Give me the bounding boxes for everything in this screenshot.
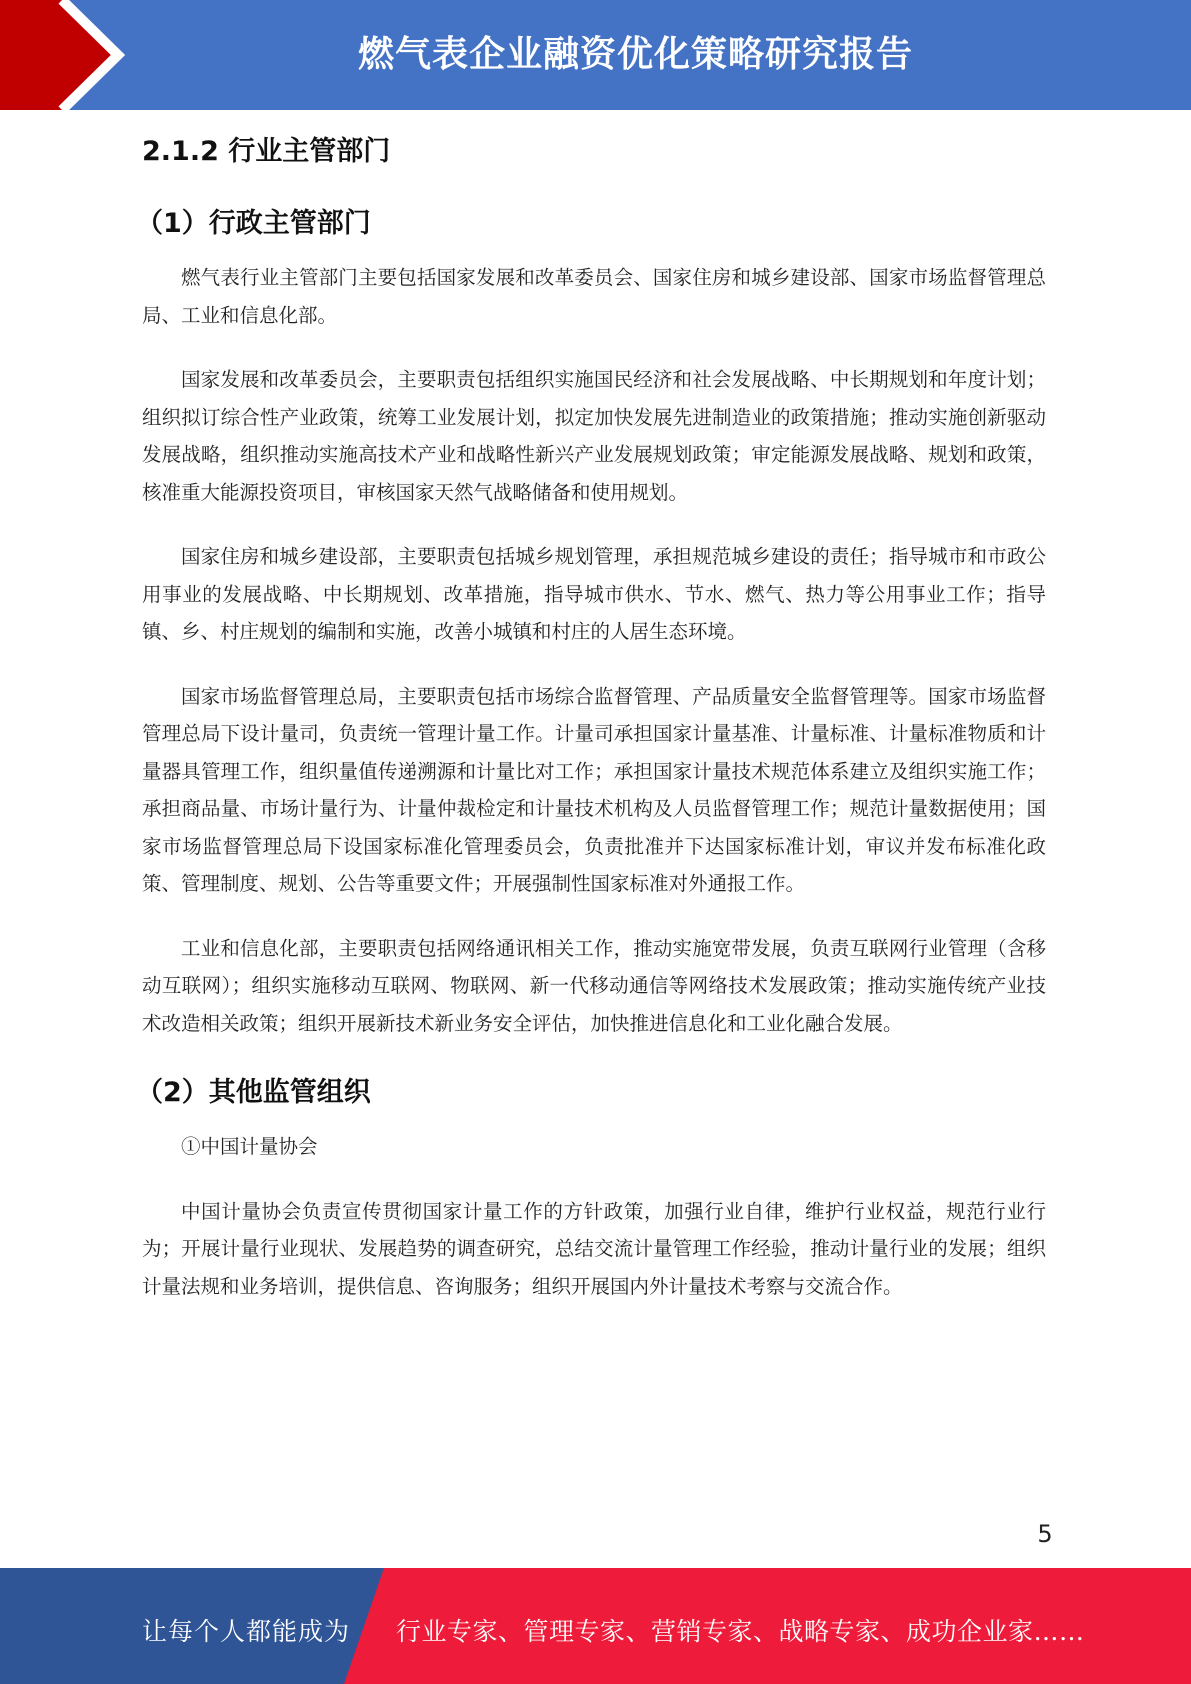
header-chevron-red: [0, 0, 118, 110]
paragraph: 国家发展和改革委员会，主要职责包括组织实施国民经济和社会发展战略、中长期规划和年度计划；组织拟订综合性产业政策，统筹工业发展计划，拟定加快发展先进制造业的政策措施；推动实施创新驱动发展战略，组织推动实施高技术产业和战略性新兴产业发展规划政策；审定能源发展战略、规划和政策，核准重大能源投资项目，审核国家天然气战略储备和使用规划。: [142, 368, 1046, 504]
paragraph: 燃气表行业主管部门主要包括国家发展和改革委员会、国家住房和城乡建设部、国家市场监督管理总局、工业和信息化部。: [142, 266, 1046, 327]
footer-slogan-right: 行业专家、管理专家、营销专家、战略专家、成功企业家……: [396, 1617, 1085, 1646]
footer-slogan-left: 让每个人都能成为: [142, 1617, 351, 1646]
header-chevron-decoration: [0, 0, 160, 110]
subsection-heading-1: （1）行政主管部门: [136, 208, 371, 239]
paragraph: 国家住房和城乡建设部，主要职责包括城乡规划管理，承担规范城乡建设的责任；指导城市和市政公用事业的发展战略、中长期规划、改革措施，指导城市供水、节水、燃气、热力等公用事业工作；指导镇、乡、村庄规划的编制和实施，改善小城镇和村庄的人居生态环境。: [142, 545, 1046, 643]
page-header: [0, 0, 1191, 110]
subsection-heading-2: （2）其他监管组织: [136, 1077, 371, 1108]
paragraph: 工业和信息化部，主要职责包括网络通讯相关工作，推动实施宽带发展，负责互联网行业管理（含移动互联网）；组织实施移动互联网、物联网、新一代移动通信等网络技术发展政策；推动实施传统产业技术改造相关政策；组织开展新技术新业务安全评估，加快推进信息化和工业化融合发展。: [142, 936, 1046, 1035]
paragraph: 国家市场监督管理总局，主要职责包括市场综合监督管理、产品质量安全监督管理等。国家市场监督管理总局下设计量司，负责统一管理计量工作。计量司承担国家计量基准、计量标准、计量标准物质和计量器具管理工作，组织量值传递溯源和计量比对工作；承担国家计量技术规范体系建立及组织实施工作；承担商品量、市场计量行为、计量仲裁检定和计量技术机构及人员监督管理工作；规范计量数据使用；国家市场监督管理总局下设国家标准化管理委员会，负责批准并下达国家标准计划，审议并发布标准化政策、管理制度、规划、公告等重要文件；开展强制性国家标准对外通报工作。: [142, 684, 1046, 895]
section-heading: 2.1.2 行业主管部门: [142, 136, 391, 167]
page-number: 5: [1037, 1520, 1053, 1548]
paragraph: 中国计量协会负责宣传贯彻国家计量工作的方针政策，加强行业自律，维护行业权益，规范行业行为；开展计量行业现状、发展趋势的调查研究，总结交流计量管理工作经验，推动计量行业的发展；组织计量法规和业务培训，提供信息、咨询服务；组织开展国内外计量技术考察与交流合作。: [142, 1199, 1046, 1298]
page-footer: [0, 1568, 1191, 1684]
document-body: [136, 125, 1046, 1305]
header-title: 燃气表企业融资优化策略研究报告: [357, 34, 913, 75]
list-item-label: ①中国计量协会: [181, 1135, 318, 1158]
